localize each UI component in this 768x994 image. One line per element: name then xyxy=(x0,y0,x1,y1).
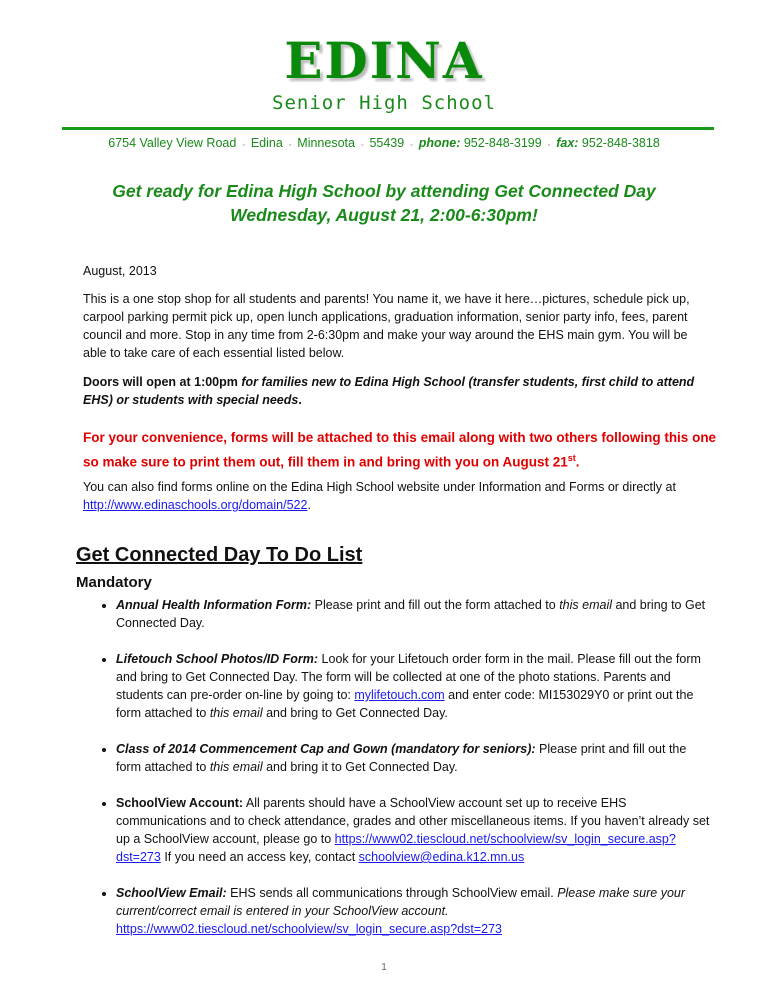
date-text: August, 2013 xyxy=(83,264,157,278)
todo-list xyxy=(76,596,712,956)
item-italic: this email xyxy=(559,598,612,612)
item-text: EHS sends all communications through SchoolView email. xyxy=(226,886,558,900)
intro-paragraph xyxy=(83,290,703,362)
address-line: 6754 Valley View Road ▫ Edina ▫ Minnesota ▫ 55439 ▫ phone: 952-848-3199 ▫ fax: 952-848-3818 xyxy=(108,136,660,150)
fax: 952-848-3818 xyxy=(581,136,660,150)
item-text: and enter code: MI153029Y0 or print out the form attached to xyxy=(116,688,694,720)
convenience-end: . xyxy=(575,454,580,470)
date xyxy=(83,262,698,280)
forms-link[interactable]: http://www.edinaschools.org/domain/522 xyxy=(83,498,308,512)
list-item xyxy=(116,740,712,776)
mandatory-title xyxy=(76,574,691,591)
list-item xyxy=(116,794,712,866)
todo-heading: Get Connected Day To Do List xyxy=(76,544,363,566)
item-text: All parents should have a SchoolView account set up to receive EHS communications and to check attendance, grades and other miscellaneous items. If you haven’t already set up a SchoolView account, please go to xyxy=(116,796,710,846)
item-title: Class of 2014 Commencement Cap and Gown (mandatory for seniors): xyxy=(116,742,536,756)
convenience-paragraph xyxy=(83,428,723,473)
headline xyxy=(0,179,768,227)
list-item xyxy=(116,596,712,632)
item-title: SchoolView Email: xyxy=(116,886,227,900)
convenience-text: For your convenience, forms will be attached to this email along with two others following this one so make sure to print them out, fill them in and bring with you on August 21 xyxy=(83,430,717,470)
city: Edina xyxy=(250,136,283,150)
logo-title: EDINA xyxy=(284,31,484,90)
item-title: Lifetouch School Photos/ID Form: xyxy=(116,652,319,666)
street: 6754 Valley View Road xyxy=(108,136,237,150)
schoolview-email-link[interactable]: schoolview@edina.k12.mn.us xyxy=(358,850,525,864)
online-text: You can also find forms online on the Edina High School website under Information and Forms or directly at xyxy=(83,480,676,494)
phone-label: phone: xyxy=(418,136,461,150)
header-divider xyxy=(62,127,714,130)
online-paragraph xyxy=(83,478,703,514)
item-title: Annual Health Information Form: xyxy=(116,598,312,612)
item-italic: this email xyxy=(209,760,263,774)
item-italic: Please make sure your current/correct email is entered in your SchoolView account. xyxy=(116,886,686,918)
intro-text: This is a one stop shop for all students and parents! You name it, we have it here…pictures, schedule pick up, carpool parking permit pick up, open lunch applications, graduation information, senior party info, fees, parent council and more. Stop in any time from 2-6:30pm and make your way around the EHS main gym. You will be able to take care of each essential listed below. xyxy=(83,292,690,360)
todo-title xyxy=(76,544,691,567)
doors-paragraph xyxy=(83,373,713,409)
school-logo xyxy=(0,31,768,114)
state: Minnesota xyxy=(297,136,355,150)
lifetouch-link[interactable]: mylifetouch.com xyxy=(354,688,445,702)
item-text: and bring to Get Connected Day. xyxy=(116,598,706,630)
page-number: 1 xyxy=(381,962,387,973)
doors-bold: Doors will open at 1:00pm xyxy=(83,375,242,389)
item-title: SchoolView Account: xyxy=(116,796,244,810)
logo-subtitle: Senior High School xyxy=(272,92,496,114)
headline-line-2: Wednesday, August 21, 2:00-6:30pm! xyxy=(230,205,538,225)
convenience-sup: st xyxy=(567,453,576,463)
schoolview-login-link[interactable]: https://www02.tiescloud.net/schoolview/sv_login_secure.asp?dst=273 xyxy=(116,922,502,936)
item-text: Please print and fill out the form attached to xyxy=(116,742,687,774)
doors-end: . xyxy=(298,393,302,407)
zip: 55439 xyxy=(369,136,405,150)
phone: 952-848-3199 xyxy=(463,136,542,150)
item-text: Look for your Lifetouch order form in the mail. Please fill out the form and bring to Get Connected Day. The form will be collected at one of the photo stations. Parents and students can pre-order on-line by going to: xyxy=(116,652,701,702)
list-item xyxy=(116,884,712,938)
fax-label: fax: xyxy=(556,136,579,150)
item-italic: this email xyxy=(209,706,263,720)
schoolview-link[interactable]: https://www02.tiescloud.net/schoolview/sv_login_secure.asp?dst=273 xyxy=(116,832,676,864)
mandatory-heading: Mandatory xyxy=(76,574,152,591)
online-end: . xyxy=(307,498,311,512)
item-text: and bring to Get Connected Day. xyxy=(262,706,448,720)
item-text: and bring it to Get Connected Day. xyxy=(262,760,458,774)
headline-line-1: Get ready for Edina High School by attending Get Connected Day xyxy=(112,181,656,201)
item-text: If you need an access key, contact xyxy=(160,850,359,864)
list-item xyxy=(116,650,712,722)
item-text: Please print and fill out the form attached to xyxy=(311,598,560,612)
doors-italic: for families new to Edina High School (transfer students, first child to attend EHS) or students with special needs xyxy=(83,375,695,407)
